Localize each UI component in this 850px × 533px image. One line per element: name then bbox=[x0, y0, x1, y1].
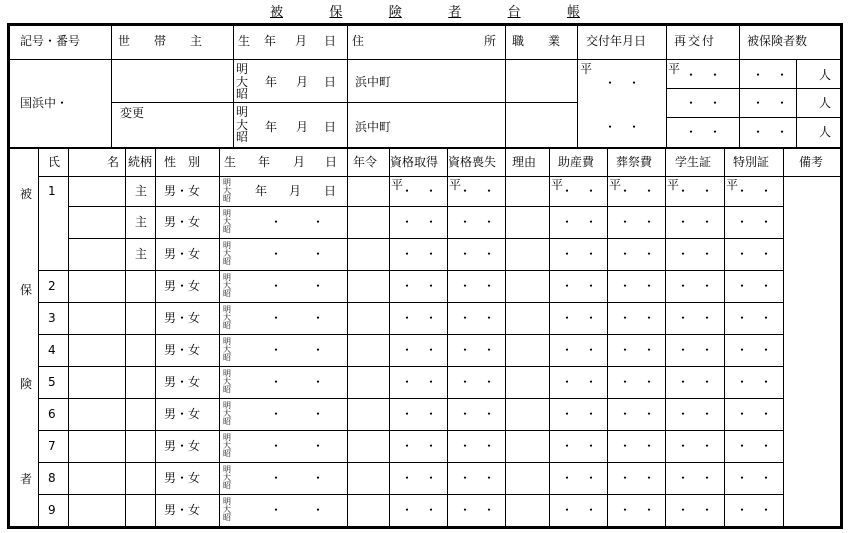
grid-line bbox=[111, 102, 577, 103]
mh-remarks: 備考 bbox=[799, 155, 824, 169]
member-special-dots: ・ ・ bbox=[736, 215, 773, 229]
date-month: 月 bbox=[296, 120, 309, 134]
member-funeral-dots: ・ ・ bbox=[619, 503, 656, 517]
grid-line bbox=[68, 238, 783, 239]
era-char: 昭 bbox=[223, 257, 231, 266]
grid-line bbox=[607, 149, 608, 526]
member-sex: 男・女 bbox=[164, 279, 201, 293]
member-sex: 男・女 bbox=[164, 184, 201, 198]
member-birth-dot: ・ bbox=[312, 439, 325, 453]
grid-line bbox=[38, 176, 840, 177]
era-char: 昭 bbox=[223, 225, 231, 234]
header-birth-2: 年 bbox=[264, 34, 277, 48]
member-lose-dots: ・ ・ bbox=[459, 439, 496, 453]
issue-dots: ・ ・ bbox=[604, 76, 641, 90]
member-birth-dot: ・ bbox=[312, 311, 325, 325]
era-char: 明 bbox=[223, 305, 231, 314]
era-char: 昭 bbox=[223, 449, 231, 458]
mh-maternity: 助産費 bbox=[558, 155, 595, 169]
member-student-dots: ・ ・ bbox=[677, 407, 714, 421]
member-special-heisei: 平 bbox=[726, 178, 739, 192]
member-number: 8 bbox=[48, 471, 56, 485]
member-acquire-dots: ・ ・ bbox=[401, 439, 438, 453]
member-birth-dot: ・ bbox=[270, 247, 283, 261]
mh-birth-1: 生 bbox=[224, 155, 237, 169]
date-day: 日 bbox=[324, 120, 337, 134]
member-number: 5 bbox=[48, 375, 56, 389]
member-number: 6 bbox=[48, 407, 56, 421]
title-char: 険 bbox=[388, 5, 402, 20]
member-birth-dot: ・ bbox=[270, 375, 283, 389]
reissue-dots: ・ ・ bbox=[685, 68, 722, 82]
era-char: 大 bbox=[223, 313, 231, 322]
grid-line bbox=[666, 88, 840, 89]
era-stack bbox=[234, 61, 250, 103]
grid-line bbox=[38, 334, 783, 335]
header-birth-3: 月 bbox=[295, 34, 308, 48]
grid-line bbox=[125, 149, 126, 526]
era-showa: 昭 bbox=[235, 87, 248, 102]
count-unit: 人 bbox=[819, 125, 832, 139]
member-era-stack bbox=[220, 463, 234, 493]
grid-line bbox=[68, 206, 783, 207]
issue-dots: ・ ・ bbox=[604, 120, 641, 134]
member-maternity-dots: ・ ・ bbox=[561, 375, 598, 389]
member-special-dots: ・ ・ bbox=[736, 184, 773, 198]
member-acquire-dots: ・ ・ bbox=[401, 503, 438, 517]
member-special-dots: ・ ・ bbox=[736, 503, 773, 517]
member-student-dots: ・ ・ bbox=[677, 503, 714, 517]
member-maternity-dots: ・ ・ bbox=[561, 343, 598, 357]
grid-line bbox=[38, 366, 783, 367]
member-birth-dot: ・ bbox=[270, 503, 283, 517]
era-char: 明 bbox=[223, 401, 231, 410]
era-char: 大 bbox=[223, 377, 231, 386]
era-char: 大 bbox=[223, 409, 231, 418]
member-acquire-dots: ・ ・ bbox=[401, 311, 438, 325]
member-relation: 主 bbox=[135, 184, 148, 198]
mh-name-right: 名 bbox=[107, 155, 120, 169]
member-era-stack bbox=[220, 399, 234, 429]
member-lose-dots: ・ ・ bbox=[459, 503, 496, 517]
member-birth-dot: ・ bbox=[270, 311, 283, 325]
grid-line bbox=[447, 149, 448, 526]
member-student-dots: ・ ・ bbox=[677, 471, 714, 485]
member-birth-dot: ・ bbox=[312, 279, 325, 293]
member-birth-dot: ・ bbox=[270, 439, 283, 453]
member-era-stack bbox=[220, 303, 234, 333]
member-era-stack bbox=[220, 177, 234, 205]
member-birth-dot: ・ bbox=[270, 407, 283, 421]
grid-line bbox=[549, 149, 550, 526]
side-label-char: 保 bbox=[20, 283, 33, 297]
member-maternity-dots: ・ ・ bbox=[561, 215, 598, 229]
member-birth-dot: ・ bbox=[312, 471, 325, 485]
member-sex: 男・女 bbox=[164, 503, 201, 517]
member-birth-year: 年 bbox=[255, 184, 268, 198]
member-lose-dots: ・ ・ bbox=[459, 311, 496, 325]
member-number: 9 bbox=[48, 503, 56, 517]
member-sex: 男・女 bbox=[164, 407, 201, 421]
member-era-stack bbox=[220, 495, 234, 525]
grid-line bbox=[38, 302, 783, 303]
era-char: 大 bbox=[223, 473, 231, 482]
mh-birth-4: 日 bbox=[325, 155, 338, 169]
member-maternity-dots: ・ ・ bbox=[561, 471, 598, 485]
grid-line bbox=[347, 149, 348, 526]
count-dots: ・ ・ bbox=[752, 96, 789, 110]
era-char: 明 bbox=[223, 497, 231, 506]
change-label: 変更 bbox=[120, 106, 145, 120]
header-address-left: 住 bbox=[352, 34, 365, 48]
member-funeral-dots: ・ ・ bbox=[619, 407, 656, 421]
grid-line bbox=[38, 270, 783, 271]
era-char: 昭 bbox=[223, 194, 231, 203]
mh-special: 特別証 bbox=[733, 155, 770, 169]
member-lose-dots: ・ ・ bbox=[459, 343, 496, 357]
era-taisho: 大 bbox=[235, 74, 248, 89]
member-acquire-dots: ・ ・ bbox=[401, 375, 438, 389]
member-funeral-dots: ・ ・ bbox=[619, 247, 656, 261]
member-special-dots: ・ ・ bbox=[736, 247, 773, 261]
grid-line bbox=[796, 59, 797, 147]
grid-line bbox=[666, 26, 667, 147]
kigo-value: 国浜中・ bbox=[20, 96, 69, 110]
member-birth-dot: ・ bbox=[312, 503, 325, 517]
member-birth-day: 日 bbox=[324, 184, 337, 198]
era-char: 明 bbox=[223, 273, 231, 282]
header-setai: 世 帯 主 bbox=[118, 34, 203, 48]
era-taisho: 大 bbox=[235, 117, 248, 132]
mh-birth-2: 年 bbox=[258, 155, 271, 169]
reissue-dots: ・ ・ bbox=[685, 96, 722, 110]
reissue-dots: ・ ・ bbox=[685, 125, 722, 139]
era-char: 大 bbox=[223, 217, 231, 226]
grid-line bbox=[577, 26, 578, 147]
era-char: 大 bbox=[223, 186, 231, 195]
date-year: 年 bbox=[265, 120, 278, 134]
member-student-dots: ・ ・ bbox=[677, 247, 714, 261]
member-funeral-dots: ・ ・ bbox=[619, 439, 656, 453]
grid-line bbox=[389, 149, 390, 526]
grid-line bbox=[38, 149, 39, 526]
side-label-char: 被 bbox=[20, 187, 33, 201]
era-stack bbox=[234, 104, 250, 146]
member-lose-dots: ・ ・ bbox=[459, 247, 496, 261]
member-maternity-dots: ・ ・ bbox=[561, 407, 598, 421]
member-number: 1 bbox=[48, 184, 56, 198]
era-char: 明 bbox=[223, 465, 231, 474]
member-acquire-dots: ・ ・ bbox=[401, 184, 438, 198]
side-label-char: 者 bbox=[20, 472, 33, 486]
member-funeral-dots: ・ ・ bbox=[619, 343, 656, 357]
era-showa: 昭 bbox=[235, 130, 248, 145]
era-char: 昭 bbox=[223, 321, 231, 330]
era-char: 明 bbox=[223, 369, 231, 378]
era-char: 大 bbox=[223, 441, 231, 450]
count-unit: 人 bbox=[819, 96, 832, 110]
member-acquire-dots: ・ ・ bbox=[401, 343, 438, 357]
member-maternity-dots: ・ ・ bbox=[561, 311, 598, 325]
member-era-stack bbox=[220, 271, 234, 301]
grid-line bbox=[38, 430, 783, 431]
era-meiji: 明 bbox=[235, 62, 248, 77]
member-funeral-dots: ・ ・ bbox=[619, 279, 656, 293]
member-special-dots: ・ ・ bbox=[736, 439, 773, 453]
grid-line bbox=[10, 147, 840, 149]
title-char: 台 bbox=[507, 5, 521, 20]
issue-heisei: 平 bbox=[580, 62, 593, 76]
grid-line bbox=[505, 26, 506, 147]
mh-name-left: 氏 bbox=[48, 155, 61, 169]
era-char: 大 bbox=[223, 345, 231, 354]
mh-acquire: 資格取得 bbox=[390, 155, 439, 169]
grid-line bbox=[68, 149, 69, 526]
member-sex: 男・女 bbox=[164, 439, 201, 453]
member-birth-dot: ・ bbox=[270, 343, 283, 357]
date-year: 年 bbox=[265, 75, 278, 89]
mh-lose: 資格喪失 bbox=[448, 155, 497, 169]
grid-line bbox=[111, 26, 112, 147]
member-funeral-heisei: 平 bbox=[609, 178, 622, 192]
era-char: 大 bbox=[223, 281, 231, 290]
member-maternity-dots: ・ ・ bbox=[561, 247, 598, 261]
document-title bbox=[270, 1, 580, 19]
era-char: 昭 bbox=[223, 481, 231, 490]
date-day: 日 bbox=[324, 75, 337, 89]
grid-line bbox=[724, 149, 725, 526]
member-funeral-dots: ・ ・ bbox=[619, 215, 656, 229]
member-birth-month: 月 bbox=[289, 184, 302, 198]
count-dots: ・ ・ bbox=[752, 68, 789, 82]
header-address-right: 所 bbox=[484, 34, 497, 48]
date-month: 月 bbox=[296, 75, 309, 89]
era-char: 明 bbox=[223, 178, 231, 187]
era-char: 昭 bbox=[223, 289, 231, 298]
member-student-heisei: 平 bbox=[667, 178, 680, 192]
header-count: 被保険者数 bbox=[747, 34, 808, 48]
member-sex: 男・女 bbox=[164, 247, 201, 261]
count-dots: ・ ・ bbox=[752, 125, 789, 139]
header-kigo: 記号・番号 bbox=[20, 34, 81, 48]
member-birth-dot: ・ bbox=[312, 375, 325, 389]
header-reissue: 再交付 bbox=[674, 34, 717, 48]
member-birth-dot: ・ bbox=[312, 247, 325, 261]
mh-relation: 続柄 bbox=[128, 155, 153, 169]
era-char: 明 bbox=[223, 241, 231, 250]
member-acquire-dots: ・ ・ bbox=[401, 407, 438, 421]
reissue-heisei: 平 bbox=[668, 62, 681, 76]
title-char: 帳 bbox=[566, 5, 580, 20]
address-value: 浜中町 bbox=[355, 75, 392, 89]
member-era-stack bbox=[220, 431, 234, 461]
member-era-stack bbox=[220, 239, 234, 269]
mh-sex: 性 別 bbox=[164, 155, 201, 169]
title-char: 者 bbox=[448, 5, 462, 20]
era-char: 大 bbox=[223, 249, 231, 258]
mh-student: 学生証 bbox=[675, 155, 712, 169]
member-number: 7 bbox=[48, 439, 56, 453]
member-number: 4 bbox=[48, 343, 56, 357]
grid-line bbox=[38, 462, 783, 463]
member-lose-dots: ・ ・ bbox=[459, 215, 496, 229]
member-funeral-dots: ・ ・ bbox=[619, 311, 656, 325]
mh-birth-3: 月 bbox=[293, 155, 306, 169]
mh-reason: 理由 bbox=[512, 155, 537, 169]
member-student-dots: ・ ・ bbox=[677, 215, 714, 229]
member-maternity-dots: ・ ・ bbox=[561, 184, 598, 198]
grid-line bbox=[505, 149, 506, 526]
header-job: 職 業 bbox=[512, 34, 561, 48]
member-lose-heisei: 平 bbox=[449, 178, 462, 192]
member-birth-dot: ・ bbox=[270, 279, 283, 293]
member-era-stack bbox=[220, 335, 234, 365]
grid-line bbox=[10, 59, 840, 60]
member-funeral-dots: ・ ・ bbox=[619, 471, 656, 485]
member-special-dots: ・ ・ bbox=[736, 375, 773, 389]
title-char: 被 bbox=[270, 5, 284, 20]
member-student-dots: ・ ・ bbox=[677, 343, 714, 357]
member-lose-dots: ・ ・ bbox=[459, 471, 496, 485]
member-relation: 主 bbox=[135, 247, 148, 261]
member-acquire-heisei: 平 bbox=[391, 178, 404, 192]
member-birth-dot: ・ bbox=[270, 471, 283, 485]
member-birth-dot: ・ bbox=[312, 343, 325, 357]
grid-line bbox=[347, 26, 348, 147]
era-char: 明 bbox=[223, 433, 231, 442]
member-era-stack bbox=[220, 207, 234, 237]
member-lose-dots: ・ ・ bbox=[459, 375, 496, 389]
member-student-dots: ・ ・ bbox=[677, 439, 714, 453]
member-lose-dots: ・ ・ bbox=[459, 407, 496, 421]
member-student-dots: ・ ・ bbox=[677, 279, 714, 293]
era-char: 明 bbox=[223, 337, 231, 346]
member-acquire-dots: ・ ・ bbox=[401, 215, 438, 229]
member-maternity-dots: ・ ・ bbox=[561, 503, 598, 517]
grid-line bbox=[155, 149, 156, 526]
member-lose-dots: ・ ・ bbox=[459, 279, 496, 293]
member-acquire-dots: ・ ・ bbox=[401, 247, 438, 261]
member-acquire-dots: ・ ・ bbox=[401, 279, 438, 293]
mh-age: 年令 bbox=[353, 155, 378, 169]
member-sex: 男・女 bbox=[164, 311, 201, 325]
era-char: 昭 bbox=[223, 513, 231, 522]
member-sex: 男・女 bbox=[164, 215, 201, 229]
member-era-stack bbox=[220, 367, 234, 397]
grid-line bbox=[38, 398, 783, 399]
member-student-dots: ・ ・ bbox=[677, 184, 714, 198]
member-birth-dot: ・ bbox=[312, 407, 325, 421]
member-maternity-dots: ・ ・ bbox=[561, 439, 598, 453]
grid-line bbox=[665, 149, 666, 526]
member-lose-dots: ・ ・ bbox=[459, 184, 496, 198]
member-number: 3 bbox=[48, 311, 56, 325]
era-meiji: 明 bbox=[235, 105, 248, 120]
member-student-dots: ・ ・ bbox=[677, 375, 714, 389]
grid-line bbox=[666, 117, 840, 118]
mh-funeral: 葬祭費 bbox=[616, 155, 653, 169]
header-issue: 交付年月日 bbox=[586, 34, 647, 48]
member-funeral-dots: ・ ・ bbox=[619, 375, 656, 389]
side-label-char: 険 bbox=[20, 377, 33, 391]
member-acquire-dots: ・ ・ bbox=[401, 471, 438, 485]
member-maternity-heisei: 平 bbox=[551, 178, 564, 192]
title-char: 保 bbox=[329, 5, 343, 20]
header-birth-1: 生 bbox=[238, 34, 251, 48]
era-char: 明 bbox=[223, 209, 231, 218]
member-relation: 主 bbox=[135, 215, 148, 229]
member-special-dots: ・ ・ bbox=[736, 343, 773, 357]
member-sex: 男・女 bbox=[164, 471, 201, 485]
member-maternity-dots: ・ ・ bbox=[561, 279, 598, 293]
member-sex: 男・女 bbox=[164, 343, 201, 357]
member-birth-dot: ・ bbox=[312, 215, 325, 229]
header-birth-4: 日 bbox=[324, 34, 337, 48]
count-unit: 人 bbox=[819, 68, 832, 82]
grid-line bbox=[739, 26, 740, 147]
member-special-dots: ・ ・ bbox=[736, 471, 773, 485]
member-special-dots: ・ ・ bbox=[736, 279, 773, 293]
member-student-dots: ・ ・ bbox=[677, 311, 714, 325]
member-number: 2 bbox=[48, 279, 56, 293]
era-char: 大 bbox=[223, 505, 231, 514]
era-char: 昭 bbox=[223, 385, 231, 394]
member-funeral-dots: ・ ・ bbox=[619, 184, 656, 198]
member-special-dots: ・ ・ bbox=[736, 407, 773, 421]
era-char: 昭 bbox=[223, 417, 231, 426]
member-special-dots: ・ ・ bbox=[736, 311, 773, 325]
member-sex: 男・女 bbox=[164, 375, 201, 389]
grid-line bbox=[783, 149, 784, 526]
address-value: 浜中町 bbox=[355, 120, 392, 134]
member-birth-dot: ・ bbox=[270, 215, 283, 229]
era-char: 昭 bbox=[223, 353, 231, 362]
grid-line bbox=[38, 494, 783, 495]
